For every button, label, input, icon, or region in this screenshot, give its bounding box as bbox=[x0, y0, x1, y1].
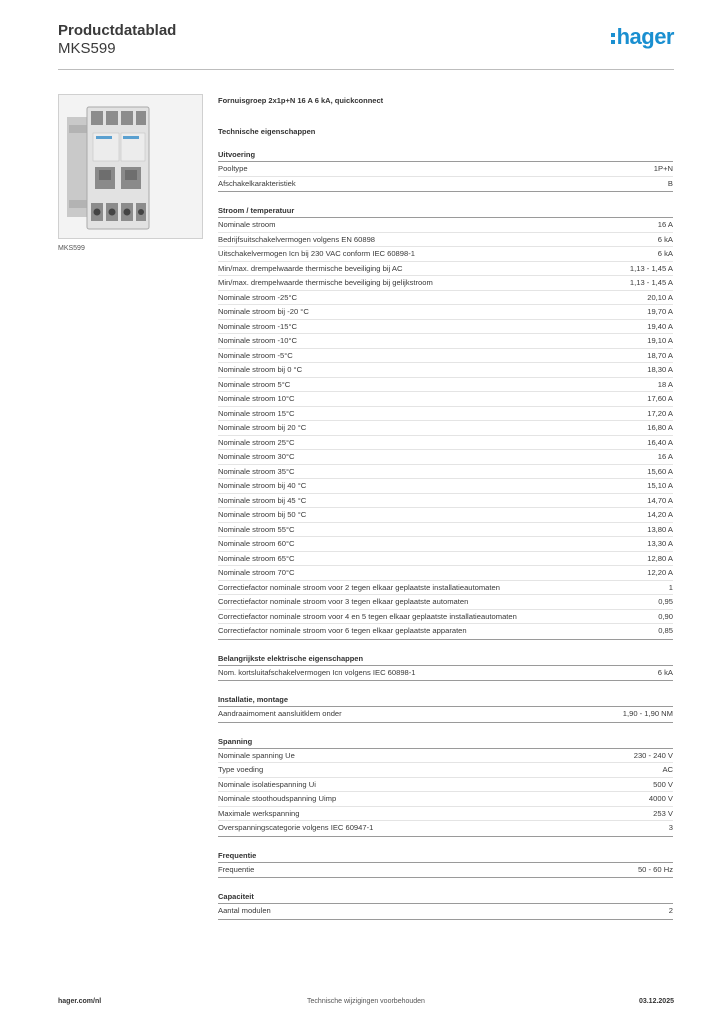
property-label: Afschakelkarakteristiek bbox=[218, 178, 296, 188]
property-label: Nominale spanning Ue bbox=[218, 750, 295, 760]
property-label: Min/max. drempelwaarde thermische beveiliging bij gelijkstroom bbox=[218, 278, 433, 287]
group-title: Belangrijkste elektrische eigenschappen bbox=[218, 654, 673, 666]
property-label: Nominale isolatiespanning Ui bbox=[218, 779, 316, 789]
property-label: Nominale stroom -5°C bbox=[218, 350, 293, 360]
property-rows bbox=[218, 904, 673, 920]
property-label: Nominale stroom bij 0 °C bbox=[218, 365, 303, 374]
property-value: 230 - 240 V bbox=[633, 750, 673, 760]
property-rows bbox=[218, 707, 673, 723]
property-group bbox=[218, 737, 673, 837]
property-row bbox=[218, 807, 673, 822]
property-value: 20,10 A bbox=[647, 292, 673, 302]
product-code: MKS599 bbox=[58, 40, 116, 57]
property-value: 15,10 A bbox=[647, 481, 673, 490]
property-value: 12,80 A bbox=[647, 553, 673, 563]
group-title: Spanning bbox=[218, 737, 673, 749]
property-row bbox=[218, 763, 673, 778]
property-row bbox=[218, 778, 673, 793]
property-group bbox=[218, 206, 673, 640]
property-row bbox=[218, 407, 673, 422]
property-value: 1,90 - 1,90 NM bbox=[622, 709, 673, 718]
property-label: Aantal modulen bbox=[218, 906, 271, 915]
image-caption: MKS599 bbox=[58, 245, 85, 252]
footer-website-link[interactable]: hager.com/nl bbox=[58, 998, 102, 1005]
property-rows bbox=[218, 666, 673, 682]
circuit-breaker-illustration bbox=[59, 95, 202, 238]
property-row bbox=[218, 537, 673, 552]
property-label: Nominale stroom 25°C bbox=[218, 437, 295, 447]
property-row bbox=[218, 363, 673, 378]
property-row bbox=[218, 465, 673, 480]
property-value: 13,30 A bbox=[647, 539, 673, 548]
property-group bbox=[218, 892, 673, 920]
property-label: Nominale stroom 55°C bbox=[218, 524, 295, 534]
property-rows bbox=[218, 863, 673, 879]
property-row bbox=[218, 334, 673, 349]
property-value: 2 bbox=[668, 906, 673, 915]
property-row bbox=[218, 666, 673, 681]
property-row bbox=[218, 291, 673, 306]
logo-text: hager bbox=[616, 24, 674, 49]
property-row bbox=[218, 552, 673, 567]
property-value: 4000 V bbox=[648, 794, 673, 803]
property-label: Nominale stroom bij 20 °C bbox=[218, 423, 307, 432]
property-group bbox=[218, 695, 673, 723]
property-row bbox=[218, 276, 673, 291]
property-rows bbox=[218, 749, 673, 837]
footer-date: 03.12.2025 bbox=[638, 998, 674, 1005]
property-row bbox=[218, 378, 673, 393]
product-details bbox=[218, 96, 673, 920]
page-title: Productdatablad bbox=[58, 22, 177, 39]
property-row bbox=[218, 581, 673, 596]
property-value: 18,30 A bbox=[647, 365, 673, 374]
property-label: Nominale stoothoudspanning Uimp bbox=[218, 794, 337, 803]
property-value: 16 A bbox=[657, 220, 673, 229]
property-row bbox=[218, 707, 673, 722]
property-row bbox=[218, 320, 673, 335]
property-value: 17,60 A bbox=[647, 394, 673, 403]
group-title: Stroom / temperatuur bbox=[218, 206, 673, 218]
property-row bbox=[218, 450, 673, 465]
property-value: AC bbox=[662, 765, 673, 774]
property-label: Nominale stroom bij 45 °C bbox=[218, 495, 307, 505]
property-group bbox=[218, 150, 673, 192]
property-row bbox=[218, 749, 673, 764]
property-value: 14,20 A bbox=[647, 510, 673, 519]
property-groups bbox=[218, 150, 673, 920]
property-rows bbox=[218, 218, 673, 640]
property-label: Correctiefactor nominale stroom voor 6 tegen elkaar geplaatste apparaten bbox=[218, 626, 467, 635]
property-label: Uitschakelvermogen Icn bij 230 VAC conform IEC 60898-1 bbox=[218, 249, 415, 258]
group-title: Frequentie bbox=[218, 851, 673, 863]
property-label: Nominale stroom 60°C bbox=[218, 539, 295, 548]
property-row bbox=[218, 792, 673, 807]
footer-notice: Technische wijzigingen voorbehouden bbox=[307, 998, 425, 1005]
property-row bbox=[218, 349, 673, 364]
property-value: 17,20 A bbox=[647, 408, 673, 418]
page-header bbox=[58, 22, 674, 70]
property-value: 1,13 - 1,45 A bbox=[629, 278, 673, 287]
property-value: 6 kA bbox=[657, 667, 673, 677]
property-row bbox=[218, 863, 673, 878]
property-row bbox=[218, 392, 673, 407]
property-label: Correctiefactor nominale stroom voor 4 en 5 tegen elkaar geplaatste installatieautomaten bbox=[218, 611, 517, 621]
property-value: 1,13 - 1,45 A bbox=[629, 263, 673, 273]
property-label: Nominale stroom bij 40 °C bbox=[218, 481, 307, 490]
property-row bbox=[218, 624, 673, 639]
property-row bbox=[218, 177, 673, 192]
property-value: 18,70 A bbox=[647, 350, 673, 360]
property-value: 0,95 bbox=[658, 597, 673, 606]
group-title: Installatie, montage bbox=[218, 695, 673, 707]
property-row bbox=[218, 566, 673, 581]
property-row bbox=[218, 218, 673, 233]
property-group bbox=[218, 654, 673, 682]
property-value: 253 V bbox=[653, 808, 673, 818]
property-value: 19,10 A bbox=[647, 336, 673, 345]
property-value: B bbox=[667, 178, 673, 188]
property-label: Nominale stroom bij -20 °C bbox=[218, 307, 309, 316]
property-label: Nominale stroom 15°C bbox=[218, 408, 295, 418]
property-row bbox=[218, 523, 673, 538]
property-label: Nominale stroom 35°C bbox=[218, 466, 295, 476]
property-row bbox=[218, 262, 673, 277]
property-row bbox=[218, 508, 673, 523]
property-label: Type voeding bbox=[218, 765, 264, 774]
property-row bbox=[218, 162, 673, 177]
property-label: Correctiefactor nominale stroom voor 2 tegen elkaar geplaatste installatieautomaten bbox=[218, 582, 500, 592]
property-label: Nominale stroom -15°C bbox=[218, 321, 298, 331]
property-group bbox=[218, 851, 673, 879]
property-label: Bedrijfsuitschakelvermogen volgens EN 60898 bbox=[218, 234, 376, 244]
property-row bbox=[218, 436, 673, 451]
property-row bbox=[218, 904, 673, 919]
property-value: 1P+N bbox=[653, 164, 673, 173]
property-row bbox=[218, 479, 673, 494]
property-label: Nominale stroom -10°C bbox=[218, 336, 298, 345]
property-value: 18 A bbox=[657, 379, 673, 389]
property-label: Frequentie bbox=[218, 864, 255, 874]
property-row bbox=[218, 233, 673, 248]
property-value: 13,80 A bbox=[647, 524, 673, 534]
hager-logo bbox=[611, 26, 674, 48]
property-label: Nom. kortsluitafschakelvermogen Icn volgens IEC 60898-1 bbox=[218, 667, 416, 677]
property-value: 16,80 A bbox=[647, 423, 673, 432]
property-value: 6 kA bbox=[657, 234, 673, 244]
property-row bbox=[218, 821, 673, 836]
property-value: 0,90 bbox=[658, 611, 673, 621]
property-value: 14,70 A bbox=[647, 495, 673, 505]
property-label: Nominale stroom bbox=[218, 220, 276, 229]
property-row bbox=[218, 595, 673, 610]
property-value: 6 kA bbox=[657, 249, 673, 258]
section-title: Technische eigenschappen bbox=[218, 127, 316, 136]
property-value: 500 V bbox=[653, 779, 673, 789]
group-title: Capaciteit bbox=[218, 892, 673, 904]
property-row bbox=[218, 610, 673, 625]
property-label: Min/max. drempelwaarde thermische beveiliging bij AC bbox=[218, 263, 403, 273]
property-row bbox=[218, 421, 673, 436]
property-label: Maximale werkspanning bbox=[218, 808, 300, 818]
property-row bbox=[218, 494, 673, 509]
property-label: Nominale stroom 70°C bbox=[218, 568, 295, 577]
property-rows bbox=[218, 162, 673, 192]
logo-colon-icon bbox=[611, 33, 615, 44]
product-title: Fornuisgroep 2x1p+N 16 A 6 kA, quickconnect bbox=[218, 96, 384, 105]
property-label: Pooltype bbox=[218, 164, 248, 173]
property-label: Nominale stroom 5°C bbox=[218, 379, 291, 389]
property-value: 15,60 A bbox=[647, 466, 673, 476]
property-value: 16,40 A bbox=[647, 437, 673, 447]
property-value: 50 - 60 Hz bbox=[637, 864, 673, 874]
property-label: Nominale stroom 65°C bbox=[218, 553, 295, 563]
property-label: Nominale stroom -25°C bbox=[218, 292, 298, 302]
property-label: Nominale stroom bij 50 °C bbox=[218, 510, 307, 519]
product-image bbox=[58, 94, 203, 239]
property-label: Nominale stroom 30°C bbox=[218, 452, 295, 461]
property-label: Overspanningscategorie volgens IEC 60947-1 bbox=[218, 823, 374, 832]
property-label: Aandraaimoment aansluitklem onder bbox=[218, 709, 342, 718]
group-title: Uitvoering bbox=[218, 150, 673, 162]
property-value: 16 A bbox=[657, 452, 673, 461]
property-value: 19,40 A bbox=[647, 321, 673, 331]
property-row bbox=[218, 305, 673, 320]
property-value: 1 bbox=[668, 582, 673, 592]
property-row bbox=[218, 247, 673, 262]
property-value: 3 bbox=[668, 823, 673, 832]
property-label: Correctiefactor nominale stroom voor 3 tegen elkaar geplaatste automaten bbox=[218, 597, 469, 606]
property-value: 12,20 A bbox=[647, 568, 673, 577]
property-value: 0,85 bbox=[658, 626, 673, 635]
property-value: 19,70 A bbox=[647, 307, 673, 316]
property-label: Nominale stroom 10°C bbox=[218, 394, 295, 403]
